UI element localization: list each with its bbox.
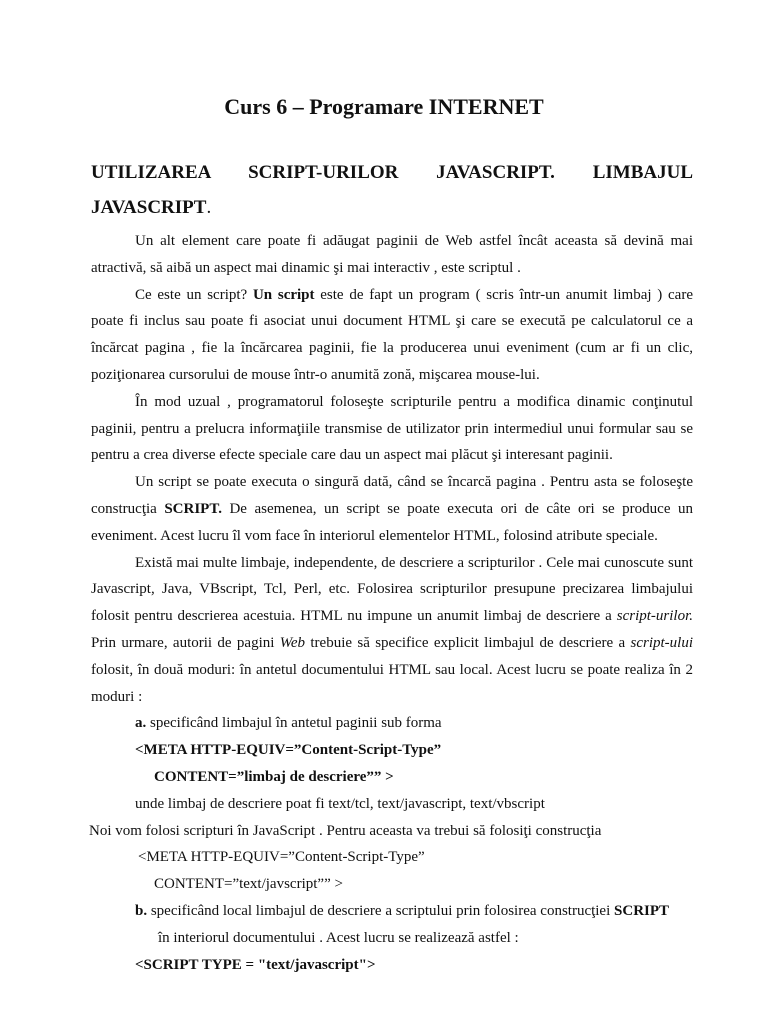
text-run: De asemenea, un script se poate executa ori de câte ori se produce un eveniment. Acest lucru îl vom face în interiorul elementelor HTML, folosind atribute speciale. <box>91 500 693 544</box>
code-line: CONTENT=”text/javscript”” > <box>154 876 343 893</box>
list-item-b-continuation: în interiorul documentului . Acest lucru se realizează astfel : <box>158 929 519 946</box>
code-text: <SCRIPT TYPE = "text/javascript"> <box>135 956 376 973</box>
text-run: Există mai multe limbaje, independente, de descriere a scripturilor . Cele mai cunoscute sunt Javascript, Java, VBscript, Tcl, Perl, etc. Folosirea scripturilor presupune precizarea limbajului folosit pentru descrierea acestuia. HTML nu impune un anumit limbaj de descriere a <box>91 554 693 625</box>
code-text: <META HTTP-EQUIV=”Content-Script-Type” <box>135 742 442 759</box>
bold-term: SCRIPT <box>614 902 670 919</box>
code-line <box>91 737 693 764</box>
code-line: <META HTTP-EQUIV=”Content-Script-Type” <box>138 849 425 866</box>
section-heading-line-1: UTILIZAREA SCRIPT-URILOR JAVASCRIPT. LIMBAJUL <box>91 162 693 183</box>
paragraph-languages <box>91 550 693 711</box>
italic-term: Web <box>279 634 306 651</box>
code-line <box>91 952 693 979</box>
paragraph-what-is-script <box>91 282 693 389</box>
text-run: trebuie să specifice explicit limbajul de descriere a <box>305 634 631 651</box>
list-item-b <box>91 898 693 925</box>
text-run: Ce este un script? <box>135 286 253 303</box>
list-item-a <box>91 710 693 737</box>
text-run: este de fapt un program ( scris într-un anumit limbaj ) care poate fi inclus sau poate fi asociat unui document HTML şi care se execută pe calculatorul ce a încărcat pagina , fie la încărcarea paginii, fie la producerea unui eveniment (cum ar fi un clic, poziţionarea cursorului de mouse într-o anumită zonă, mişcarea mouse-lui. <box>91 286 693 383</box>
text-run: specificând limbajul în antetul paginii sub forma <box>146 715 442 732</box>
page-title: Curs 6 – Programare INTERNET <box>224 94 544 119</box>
bold-term: Un script <box>252 286 315 303</box>
section-heading-word: JAVASCRIPT <box>91 197 207 218</box>
text-line: unde limbaj de descriere poat fi text/tcl, text/javascript, text/vbscript <box>135 795 545 812</box>
code-line <box>91 764 693 791</box>
paragraph-usage: În mod uzual , programatorul foloseşte scripturile pentru a modifica dinamic conţinutul paginii, pentru a prelucra informaţiile transmise de utilizator prin intermediul unui formular sau se pentru a crea diverse efecte speciale care dau un aspect mai plăcut şi interesant paginii. <box>91 393 693 464</box>
list-marker: a. <box>135 715 147 732</box>
section-heading-period: . <box>206 197 212 218</box>
section-heading-line-2 <box>91 193 693 223</box>
text-run: specificând local limbajul de descriere a scriptului prin folosirea construcţiei <box>147 902 615 919</box>
list-marker: b. <box>135 902 148 919</box>
text-run: Un script se poate executa o singură dată, când se încarcă pagina . Pentru asta se foloseşte construcţia <box>91 474 693 517</box>
text-run: Prin urmare, autorii de pagini <box>91 634 280 651</box>
code-text: CONTENT=”limbaj de descriere”” > <box>154 768 394 785</box>
italic-term: script-ului <box>630 634 693 651</box>
document-body <box>91 228 693 978</box>
italic-term: script-urilor. <box>616 608 693 625</box>
paragraph-intro: Un alt element care poate fi adăugat paginii de Web astfel încât aceasta să devină mai atractivă, să aibă un aspect mai dinamic şi mai interactiv , este scriptul . <box>91 233 693 276</box>
text-line: Noi vom folosi scripturi în JavaScript . Pentru aceasta va trebui să folosiţi construcţia <box>89 822 602 839</box>
paragraph-execution <box>91 469 693 549</box>
bold-term: SCRIPT. <box>164 500 222 517</box>
text-run: folosit, în două moduri: în antetul documentului HTML sau local. Acest lucru se poate realiza în 2 moduri : <box>91 661 693 705</box>
